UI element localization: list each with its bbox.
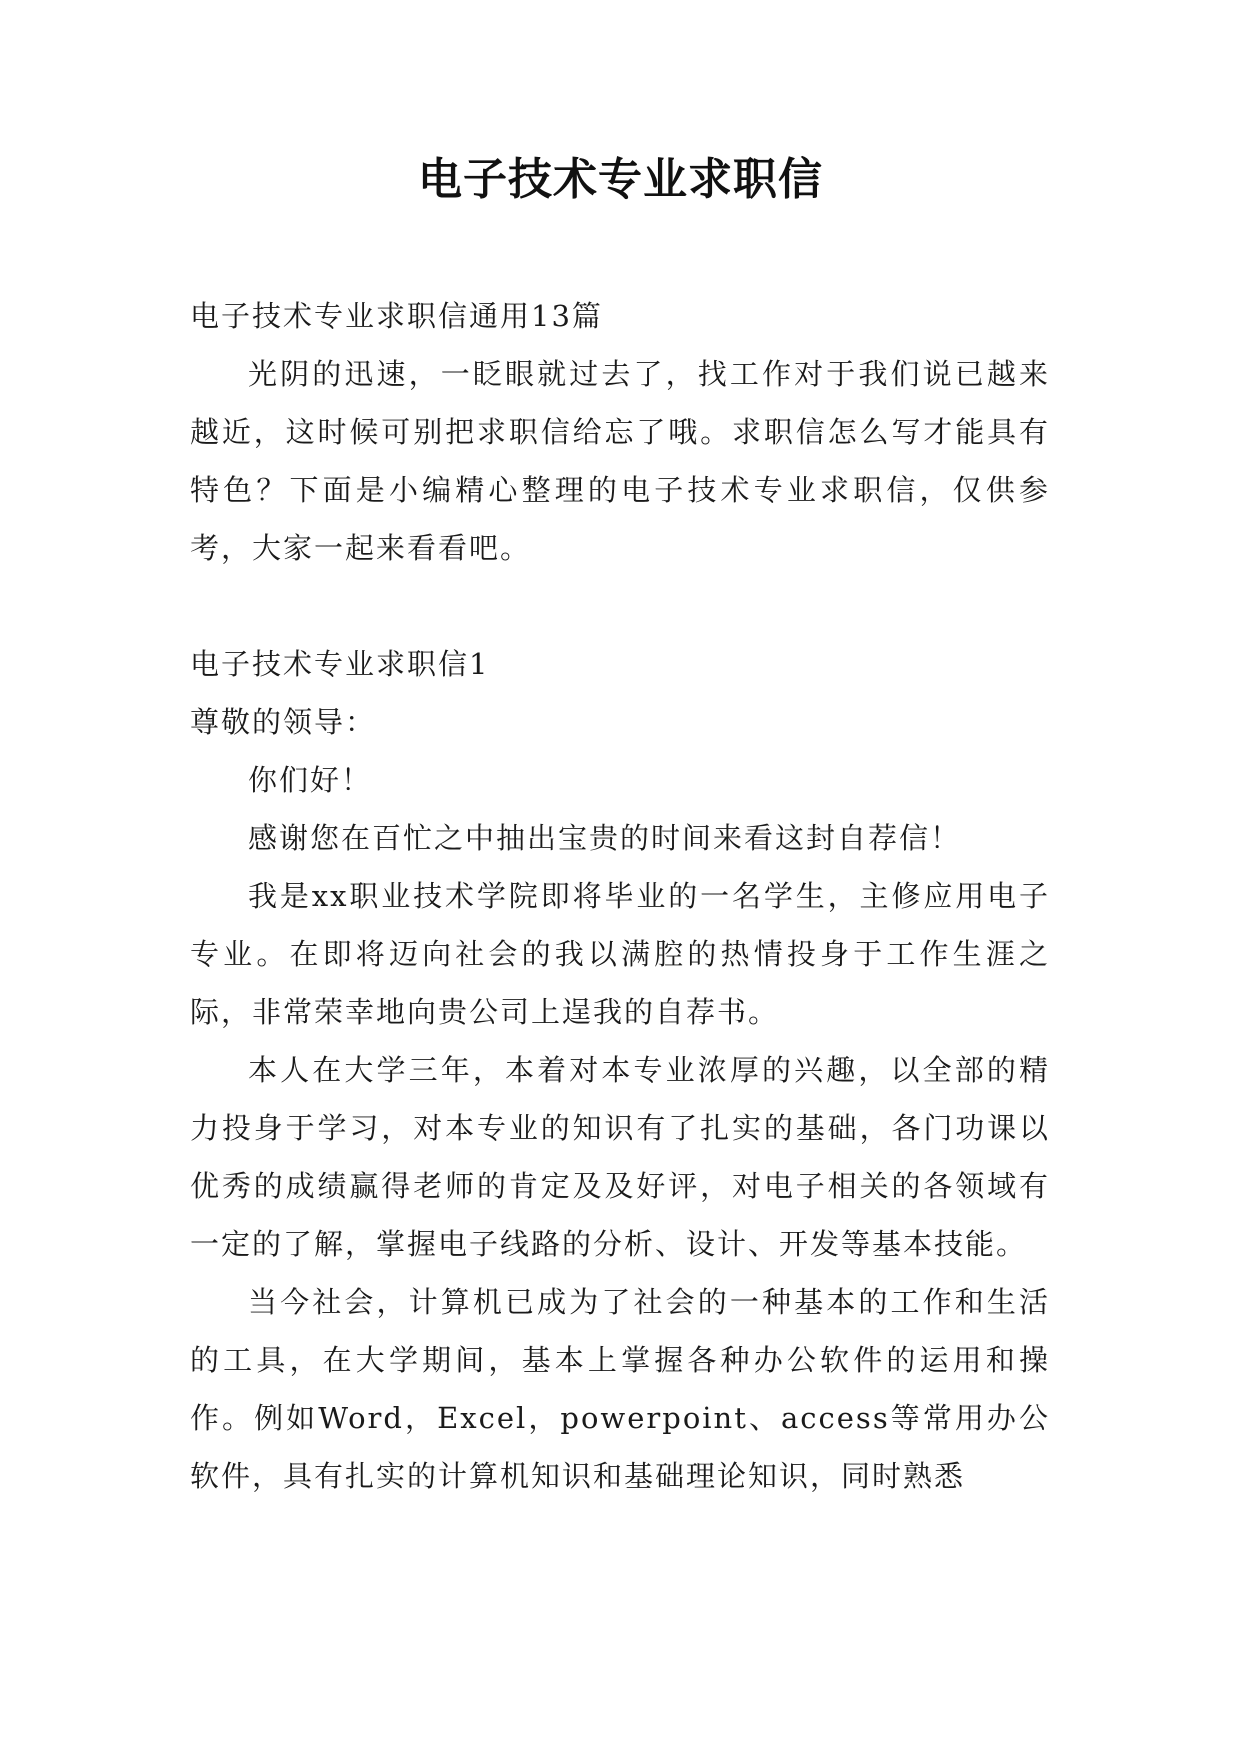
body-paragraph: 当今社会，计算机已成为了社会的一种基本的工作和生活的工具，在大学期间，基本上掌握各种办公软件的运用和操作。例如Word，Excel，powerpoint、access等常用办公软件，具有扎实的计算机知识和基础理论知识，同时熟悉 <box>190 1285 1050 1493</box>
intro-paragraph: 光阴的迅速，一眨眼就过去了，找工作对于我们说已越来越近，这时候可别把求职信给忘了哦。求职信怎么写才能具有特色？下面是小编精心整理的电子技术专业求职信，仅供参考，大家一起来看看吧。 <box>190 357 1050 565</box>
body-paragraph: 本人在大学三年，本着对本专业浓厚的兴趣，以全部的精力投身于学习，对本专业的知识有了扎实的基础，各门功课以优秀的成绩赢得老师的肯定及及好评，对电子相关的各领域有一定的了解，掌握电子线路的分析、设计、开发等基本技能。 <box>190 1053 1050 1261</box>
greeting: 你们好！ <box>248 763 373 797</box>
document-title: 电子技术专业求职信 <box>418 154 823 205</box>
document-body <box>190 287 1050 1505</box>
letter-heading: 电子技术专业求职信1 <box>190 647 490 681</box>
body-paragraph: 感谢您在百忙之中抽出宝贵的时间来看这封自荐信！ <box>248 821 962 855</box>
body-paragraph: 我是xx职业技术学院即将毕业的一名学生，主修应用电子专业。在即将迈向社会的我以满腔的热情投身于工作生涯之际，非常荣幸地向贵公司上逞我的自荐书。 <box>190 879 1050 1029</box>
salutation: 尊敬的领导： <box>190 705 377 739</box>
section-gap <box>190 577 1050 635</box>
document-subtitle: 电子技术专业求职信通用13篇 <box>190 299 603 333</box>
